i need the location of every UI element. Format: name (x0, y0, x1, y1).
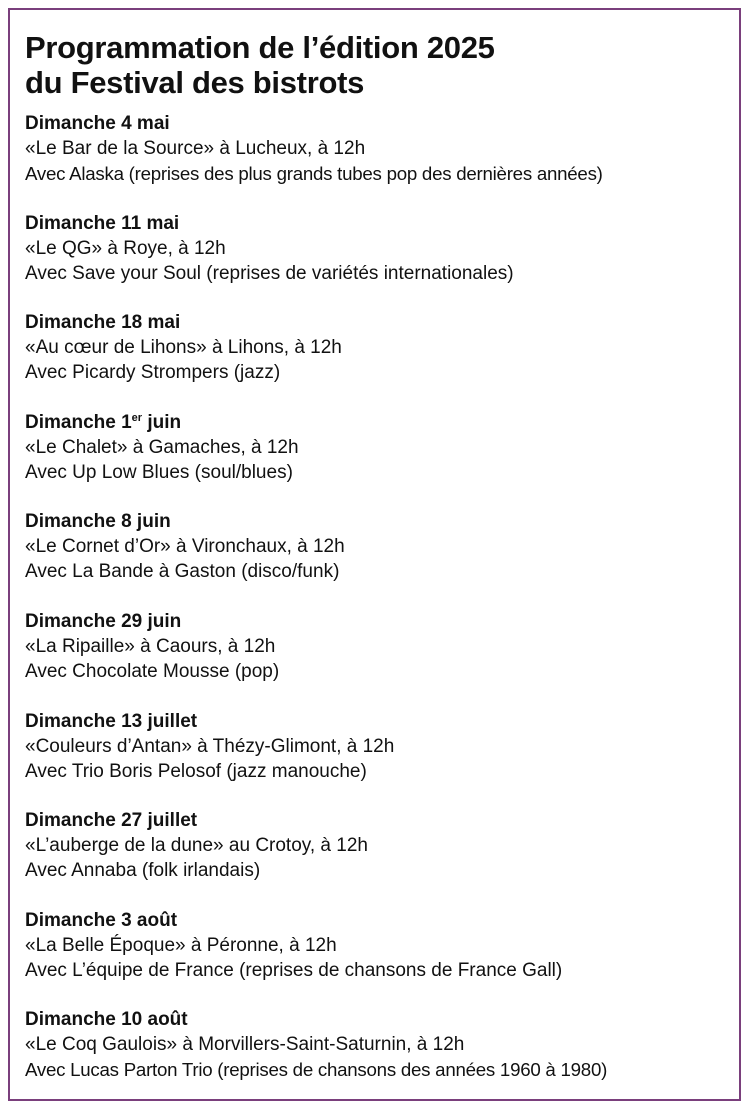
event-date: Dimanche 27 juillet (25, 810, 198, 832)
title-line-1: Programmation de l’édition 2025 (25, 30, 495, 65)
event-item (25, 808, 733, 908)
event-date: Dimanche 4 mai (25, 113, 170, 134)
event-venue: «Au cœur de Lihons» à Lihons, à 12h (25, 337, 342, 359)
event-item (25, 908, 733, 1008)
event-date: Dimanche 29 juin (25, 610, 182, 632)
event-band: Avec Chocolate Mousse (pop) (25, 660, 280, 682)
event-item (25, 410, 733, 510)
event-venue: «Le Coq Gaulois» à Morvillers-Saint-Saturnin, à 12h (25, 1034, 465, 1056)
title-line-2: du Festival des bistrots (25, 65, 365, 100)
event-venue: «Le Bar de la Source» à Lucheux, à 12h (25, 138, 366, 159)
event-venue: «Le Chalet» à Gamaches, à 12h (25, 436, 299, 458)
event-band: Avec Up Low Blues (soul/blues) (25, 461, 293, 483)
event-date: Dimanche 11 mai (25, 212, 180, 234)
event-date-suffix: juin (142, 411, 182, 433)
event-band: Avec Picardy Strompers (jazz) (25, 362, 281, 384)
event-band: Avec L’équipe de France (reprises de chansons de France Gall) (25, 959, 563, 981)
event-venue: «Le QG» à Roye, à 12h (25, 237, 226, 259)
event-venue: «La Belle Époque» à Péronne, à 12h (25, 934, 337, 956)
event-band: Avec Annaba (folk irlandais) (25, 860, 261, 882)
event-date: Dimanche 8 juin (25, 511, 171, 533)
event-venue: «La Ripaille» à Caours, à 12h (25, 635, 276, 657)
event-date-prefix: Dimanche 1 (25, 411, 132, 433)
event-list (25, 111, 733, 1107)
event-band: Avec Trio Boris Pelosof (jazz manouche) (25, 760, 367, 782)
event-item (25, 609, 733, 709)
event-date: Dimanche 18 mai (25, 312, 181, 334)
program-frame (8, 8, 741, 1101)
page-title (25, 30, 733, 100)
event-item (25, 111, 733, 211)
event-venue: «Couleurs d’Antan» à Thézy-Glimont, à 12h (25, 735, 395, 757)
event-band: Avec La Bande à Gaston (disco/funk) (25, 561, 340, 583)
event-item (25, 1007, 733, 1107)
event-date: Dimanche 10 août (25, 1009, 188, 1031)
event-date: Dimanche 3 août (25, 909, 178, 931)
event-item (25, 509, 733, 609)
event-band: Avec Alaska (reprises des plus grands tubes pop des dernières années) (25, 163, 603, 184)
event-item (25, 310, 733, 410)
event-date (25, 410, 733, 435)
event-item (25, 211, 733, 311)
event-date-ordinal: er (131, 411, 143, 424)
event-venue: «L’auberge de la dune» au Crotoy, à 12h (25, 835, 368, 857)
program-content (25, 30, 733, 1107)
event-band: Avec Save your Soul (reprises de variétés internationales) (25, 262, 514, 284)
event-venue: «Le Cornet d’Or» à Vironchaux, à 12h (25, 536, 345, 558)
event-band: Avec Lucas Parton Trio (reprises de chansons des années 1960 à 1980) (25, 1059, 608, 1081)
event-item (25, 709, 733, 809)
event-date: Dimanche 13 juillet (25, 710, 198, 732)
